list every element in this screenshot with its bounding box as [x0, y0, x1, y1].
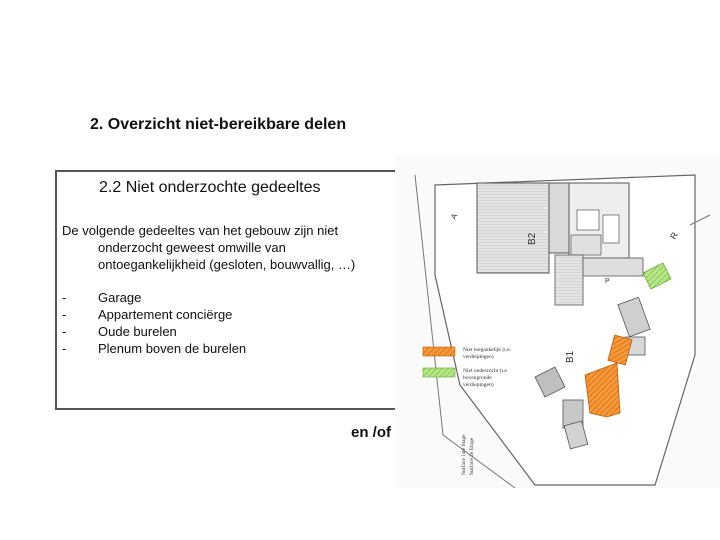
- list-dash: -: [62, 290, 67, 305]
- list-item: [62, 306, 246, 323]
- list-item-label: Oude burelen: [98, 324, 177, 339]
- section-heading: 2.2 Niet onderzochte gedeeltes: [99, 179, 321, 196]
- intro-line: onderzocht geweest omwille van: [98, 240, 286, 255]
- legend-swatch-orange: [423, 347, 455, 356]
- legend-swatch-green: [423, 368, 455, 377]
- label-b2: B2: [527, 232, 538, 245]
- room: [571, 235, 601, 255]
- list-item: [62, 289, 246, 306]
- intro-line: De volgende gedeeltes van het gebouw zijn niet: [62, 223, 339, 238]
- legend-label: Niet toegankelijk (t.e.: [463, 347, 511, 353]
- side-caption: Surface 2e Etage: [469, 437, 475, 475]
- legend-label: verdiepingen): [463, 382, 494, 388]
- unexamined-parts-list: [62, 289, 246, 357]
- side-caption: Surface 1ste Stage: [461, 434, 467, 475]
- list-item-label: Plenum boven de burelen: [98, 341, 247, 356]
- legend-label: verdiepingen): [463, 354, 494, 360]
- list-item: [62, 340, 246, 357]
- list-dash: -: [62, 341, 67, 356]
- legend-label: bovengronde: [463, 375, 492, 381]
- label-r: R: [668, 230, 680, 241]
- room: [603, 215, 619, 243]
- room: [577, 210, 599, 230]
- list-item: [62, 323, 246, 340]
- intro-line: ontoegankelijkheid (gesloten, bouwvallig, …): [98, 257, 356, 272]
- list-dash: -: [62, 324, 67, 339]
- floor-plan-image: [395, 155, 720, 488]
- slide-title: 2. Overzicht niet-bereikbare delen: [90, 116, 347, 133]
- list-dash: -: [62, 307, 67, 322]
- label-a: A: [448, 211, 460, 221]
- legend-label: Niet onderzocht (t.e.: [463, 368, 509, 374]
- content-box: [55, 170, 400, 410]
- note-text: en /of: [351, 424, 391, 441]
- floor-plan-drawing: [395, 155, 720, 488]
- label-b1: B1: [565, 350, 576, 363]
- list-item-label: Garage: [98, 290, 142, 305]
- corridor: [583, 258, 643, 276]
- list-item-label: Appartement conciërge: [98, 307, 233, 322]
- corridor: [555, 255, 583, 305]
- building-b2-annex: [549, 183, 569, 253]
- label-p: P: [605, 278, 610, 285]
- building-b2: [477, 183, 549, 273]
- intro-paragraph: [62, 222, 392, 273]
